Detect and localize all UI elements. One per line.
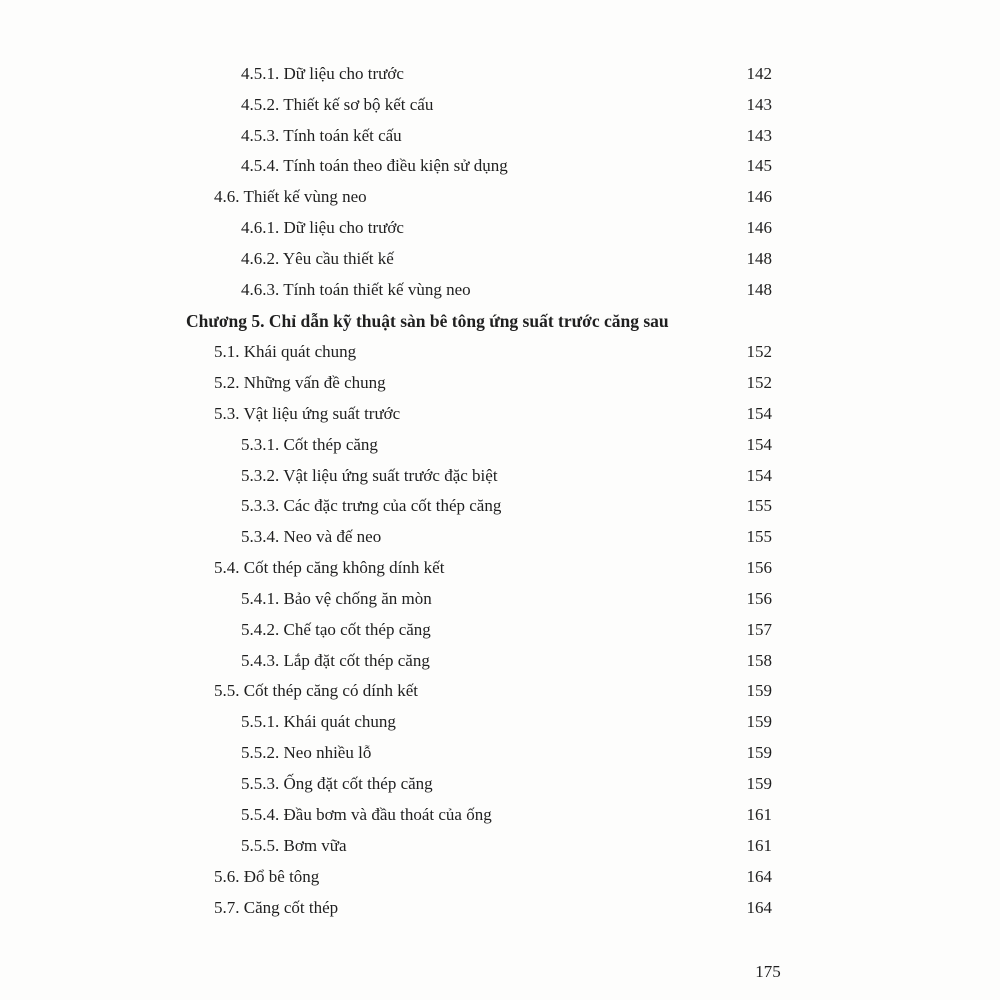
toc-entry [0, 182, 1000, 212]
toc-entry-title: 5.3.2. Vật liệu ứng suất trước đặc biệt [241, 466, 498, 485]
toc-entry-page-number: 159 [746, 681, 772, 700]
toc-entry-page-number: 152 [746, 373, 772, 392]
toc-entry-title: 5.5.1. Khái quát chung [241, 712, 396, 731]
toc-entry [0, 491, 1000, 521]
toc-entry [0, 399, 1000, 429]
toc-entry-page-number: 161 [746, 805, 772, 824]
toc-entry [0, 244, 1000, 274]
toc-entry-title: 5.5. Cốt thép căng có dính kết [214, 681, 418, 700]
toc-entry-page-number: 154 [746, 404, 772, 423]
toc-entry-title: Chương 5. Chỉ dẫn kỹ thuật sàn bê tông ứng suất trước căng sau [186, 311, 669, 331]
toc-entry [0, 90, 1000, 120]
toc-entry [0, 121, 1000, 151]
toc-entry [0, 676, 1000, 706]
toc-entry [0, 646, 1000, 676]
toc-entry [0, 738, 1000, 768]
toc-entry-page-number: 157 [746, 620, 772, 639]
toc-entry-title: 5.4.2. Chế tạo cốt thép căng [241, 620, 431, 639]
toc-entry-title: 5.5.3. Ống đặt cốt thép căng [241, 774, 433, 793]
toc-entry-title: 5.2. Những vấn đề chung [214, 373, 386, 392]
toc-entry-page-number: 148 [746, 249, 772, 268]
toc-entry-title: 5.1. Khái quát chung [214, 342, 357, 361]
toc-entry [0, 800, 1000, 830]
toc-entry-title: 5.6. Đổ bê tông [214, 867, 320, 886]
toc-entry-page-number: 155 [746, 496, 772, 515]
toc-entry-page-number: 155 [746, 527, 772, 546]
toc-entry-page-number: 164 [746, 898, 772, 917]
toc-entry-page-number: 158 [746, 651, 772, 670]
toc-entry-page-number: 156 [746, 558, 772, 577]
toc-entry-page-number: 156 [746, 589, 772, 608]
toc-entry-page-number: 143 [746, 95, 772, 114]
toc-entry-title: 5.7. Căng cốt thép [214, 898, 339, 917]
toc-entry [0, 584, 1000, 614]
toc-entry-title: 5.5.2. Neo nhiều lỗ [241, 743, 372, 762]
toc-entry-page-number: 142 [746, 64, 772, 83]
toc-chapter-heading [0, 306, 1000, 336]
toc-entry-page-number: 159 [746, 774, 772, 793]
toc-entry-title: 5.3. Vật liệu ứng suất trước [214, 404, 401, 423]
toc-entry-title: 5.4.3. Lắp đặt cốt thép căng [241, 651, 430, 670]
toc-entry-title: 4.5.1. Dữ liệu cho trước [241, 64, 404, 83]
toc-entry-page-number: 146 [746, 218, 772, 237]
page-number: 175 [755, 962, 781, 981]
toc-entry [0, 831, 1000, 861]
toc-entry-page-number: 152 [746, 342, 772, 361]
toc-entry [0, 151, 1000, 181]
toc-entry [0, 862, 1000, 892]
toc-entry-page-number: 159 [746, 743, 772, 762]
toc-entry [0, 769, 1000, 799]
toc-entry-page-number: 143 [746, 126, 772, 145]
toc-entry-title: 4.6. Thiết kế vùng neo [214, 187, 367, 206]
toc-entry-title: 5.5.4. Đầu bơm và đầu thoát của ống [241, 805, 492, 824]
toc-entry [0, 430, 1000, 460]
toc-entry-title: 4.5.2. Thiết kế sơ bộ kết cấu [241, 95, 434, 114]
toc-entry-title: 4.6.1. Dữ liệu cho trước [241, 218, 404, 237]
toc-entry-title: 5.3.4. Neo và đế neo [241, 527, 382, 546]
toc-entry-title: 5.3.3. Các đặc trưng của cốt thép căng [241, 496, 502, 515]
toc-entry [0, 368, 1000, 398]
toc-entry-page-number: 148 [746, 280, 772, 299]
toc-entry-title: 5.5.5. Bơm vữa [241, 836, 347, 855]
toc-entry-title: 4.5.3. Tính toán kết cấu [241, 126, 402, 145]
toc-entry-title: 5.4. Cốt thép căng không dính kết [214, 558, 445, 577]
toc-entry-page-number: 159 [746, 712, 772, 731]
toc-entry-page-number: 146 [746, 187, 772, 206]
toc-entry [0, 553, 1000, 583]
toc-entry [0, 213, 1000, 243]
toc-entry-title: 5.3.1. Cốt thép căng [241, 435, 378, 454]
toc-entry [0, 707, 1000, 737]
toc-entry [0, 337, 1000, 367]
toc-entry-page-number: 154 [746, 435, 772, 454]
toc-entry-page-number: 161 [746, 836, 772, 855]
toc-entry-title: 4.6.3. Tính toán thiết kế vùng neo [241, 280, 471, 299]
toc-entry-title: 4.5.4. Tính toán theo điều kiện sử dụng [241, 156, 508, 175]
toc-entry-page-number: 154 [746, 466, 772, 485]
toc-entry [0, 59, 1000, 89]
toc-entry [0, 522, 1000, 552]
toc-entry [0, 893, 1000, 923]
toc-entry [0, 615, 1000, 645]
toc-entry-page-number: 145 [746, 156, 772, 175]
toc-entry-page-number: 164 [746, 867, 772, 886]
toc-entry-title: 4.6.2. Yêu cầu thiết kế [241, 249, 394, 268]
toc-entry [0, 275, 1000, 305]
toc-entry-title: 5.4.1. Bảo vệ chống ăn mòn [241, 589, 432, 608]
toc-entry [0, 461, 1000, 491]
